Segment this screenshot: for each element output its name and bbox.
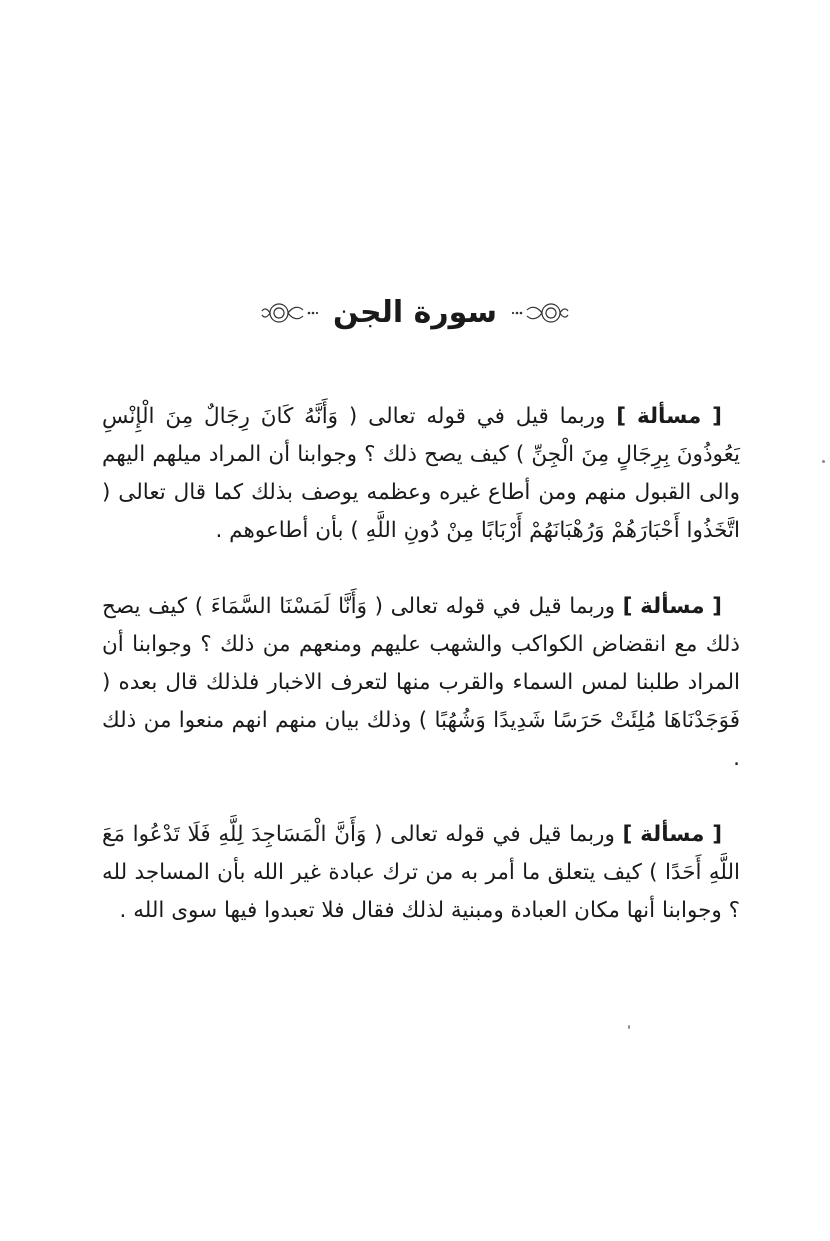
text-after: ) كيف يصح ذلك ؟ وجوابنا أن المراد ميلهم اليهم والى القبول منهم ومن أطاع غيره وعظمه يوصف بذلك كما قال تعالى ( xyxy=(102,442,740,505)
surah-title: سورة الجن xyxy=(333,295,497,330)
text-end: ) وذلك بيان منهم انهم منعوا من ذلك . xyxy=(102,708,740,771)
paragraph-1 xyxy=(102,398,740,550)
paragraph-3 xyxy=(102,816,740,930)
text-before: وربما قيل في قوله تعالى ( xyxy=(374,822,615,847)
quran-verse: وَأَنَّهُ كَانَ رِجَالٌ مِنَ الْإِنْسِ يَعُوذُونَ بِرِجَالٍ مِنَ الْجِنِّ xyxy=(102,404,740,467)
bracket-open: [ xyxy=(712,822,723,847)
quran-verse-2: اتَّخَذُوا أَحْبَارَهُمْ وَرُهْبَانَهُمْ أَرْبَابًا مِنْ دُونِ اللَّهِ xyxy=(365,518,740,543)
quran-verse-2: فَوَجَدْنَاهَا مُلِئَتْ حَرَسًا شَدِيدًا وَشُهُبًا xyxy=(434,708,741,733)
scan-speck xyxy=(628,1025,630,1029)
ornament-left-icon xyxy=(261,298,321,328)
masala-label: مسألة xyxy=(640,822,705,847)
paragraph-2 xyxy=(102,588,740,778)
bracket-close: ] xyxy=(622,822,633,847)
masala-label: مسألة xyxy=(640,594,705,619)
masala-label: مسألة xyxy=(636,404,702,429)
quran-verse: وَأَنَّا لَمَسْنَا السَّمَاءَ xyxy=(210,594,367,619)
text-after: ) كيف يصح ذلك مع انقضاض الكواكب والشهب عليهم ومنعهم من ذلك ؟ وجوابنا أن المراد طلبنا لمس السماء والقرب منها لتعرف الاخبار فلذلك قال بعده ( xyxy=(102,594,740,695)
quran-verse: وَأَنَّ الْمَسَاجِدَ لِلَّهِ فَلَا تَدْعُوا مَعَ اللَّهِ أَحَدًا xyxy=(102,822,741,885)
bracket-open: [ xyxy=(712,594,722,619)
bracket-close: ] xyxy=(622,594,633,619)
bracket-close: ] xyxy=(616,404,627,429)
scan-speck xyxy=(822,460,825,463)
surah-header xyxy=(0,288,830,338)
body-text xyxy=(102,398,740,930)
text-before: وربما قيل في قوله تعالى ( xyxy=(348,404,606,429)
text-end: ) بأن أطاعوهم . xyxy=(215,518,359,543)
ornament-right-icon xyxy=(509,298,569,328)
bracket-open: [ xyxy=(712,404,722,429)
text-before: وربما قيل في قوله تعالى ( xyxy=(374,594,616,619)
text-after: ) كيف يتعلق ما أمر به من ترك عبادة غير الله بأن المساجد لله ؟ وجوابنا أنها مكان العبادة ومبنية لذلك فقال فلا تعبدوا فيها سوى الله . xyxy=(102,860,740,923)
